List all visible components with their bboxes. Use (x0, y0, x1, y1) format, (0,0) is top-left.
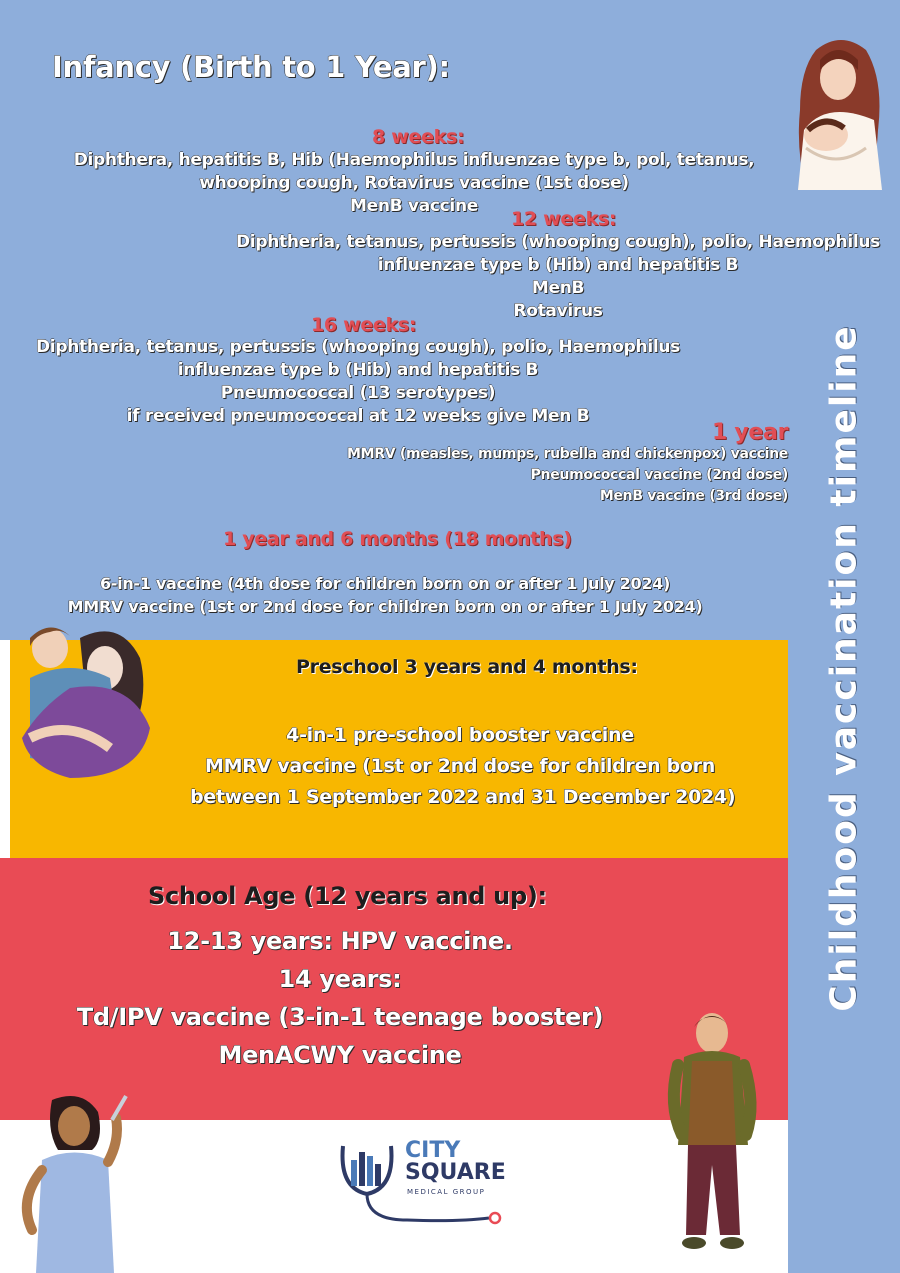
year1-text (240, 444, 788, 507)
week16-line: Pneumococcal (13 serotypes) (220, 383, 496, 403)
mother-baby-illustration (786, 30, 890, 190)
week12-line: MenB (531, 278, 585, 298)
year1-label: 1 year (712, 420, 789, 445)
week16-line: influenzae type b (Hib) and hepatitis B (177, 360, 539, 380)
school-line: 12-13 years: HPV vaccine. (167, 927, 513, 955)
month18-label: 1 year and 6 months (18 months) (223, 528, 572, 550)
week16-line: if received pneumococcal at 12 weeks give Men B (126, 406, 590, 426)
teen-boy-illustration (660, 1005, 770, 1255)
week16-label: 16 weeks: (311, 314, 417, 336)
school-heading: School Age (12 years and up): (148, 882, 547, 910)
nurse-syringe-illustration (12, 1090, 142, 1273)
month18-line: 6-in-1 vaccine (4th dose for children born on or after 1 July 2024) (99, 574, 671, 593)
week12-text (228, 231, 888, 323)
school-line: MenACWY vaccine (218, 1041, 462, 1069)
city-square-logo (337, 1138, 509, 1230)
week8-line: whooping cough, Rotavirus vaccine (1st dose) (199, 173, 629, 193)
month18-line: MMRV vaccine (1st or 2nd dose for children born on or after 1 July 2024) (67, 597, 703, 616)
side-title: Childhood vaccination timeline (823, 324, 865, 1012)
week12-label: 12 weeks: (511, 208, 617, 230)
child-hug-illustration (10, 618, 160, 788)
preschool-text (190, 720, 736, 813)
week12-line: Rotavirus (513, 301, 603, 321)
week8-line: Diphthera, hepatitis B, Hib (Haemophilus influenzae type b, pol, tetanus, (73, 150, 755, 170)
school-text (20, 922, 680, 1074)
logo-line3: MEDICAL GROUP (407, 1188, 486, 1196)
preschool-heading: Preschool 3 years and 4 months: (296, 656, 638, 678)
week12-line: influenzae type b (Hib) and hepatitis B (377, 255, 739, 275)
year1-line: MMRV (measles, mumps, rubella and chickenpox) vaccine (347, 446, 788, 462)
week8-text (64, 149, 764, 218)
week8-label: 8 weeks: (372, 126, 465, 148)
week12-line: Diphtheria, tetanus, pertussis (whooping cough), polio, Haemophilus (235, 232, 881, 252)
year1-line: MenB vaccine (3rd dose) (599, 488, 788, 504)
school-line: Td/IPV vaccine (3-in-1 teenage booster) (76, 1003, 604, 1031)
week16-line: Diphtheria, tetanus, pertussis (whooping cough), polio, Haemophilus (35, 337, 681, 357)
week8-line: MenB vaccine (350, 196, 478, 216)
logo-line2: SQUARE (405, 1160, 506, 1185)
week16-text (28, 336, 688, 428)
month18-text (30, 572, 740, 618)
year1-line: Pneumococcal vaccine (2nd dose) (530, 467, 788, 483)
logo-line1: CITY (405, 1138, 461, 1163)
preschool-line: between 1 September 2022 and 31 December 2024) (190, 786, 736, 808)
infancy-heading: Infancy (Birth to 1 Year): (52, 50, 450, 84)
school-line: 14 years: (278, 965, 402, 993)
preschool-line: MMRV vaccine (1st or 2nd dose for children born (205, 755, 715, 777)
preschool-line: 4-in-1 pre-school booster vaccine (286, 724, 634, 746)
